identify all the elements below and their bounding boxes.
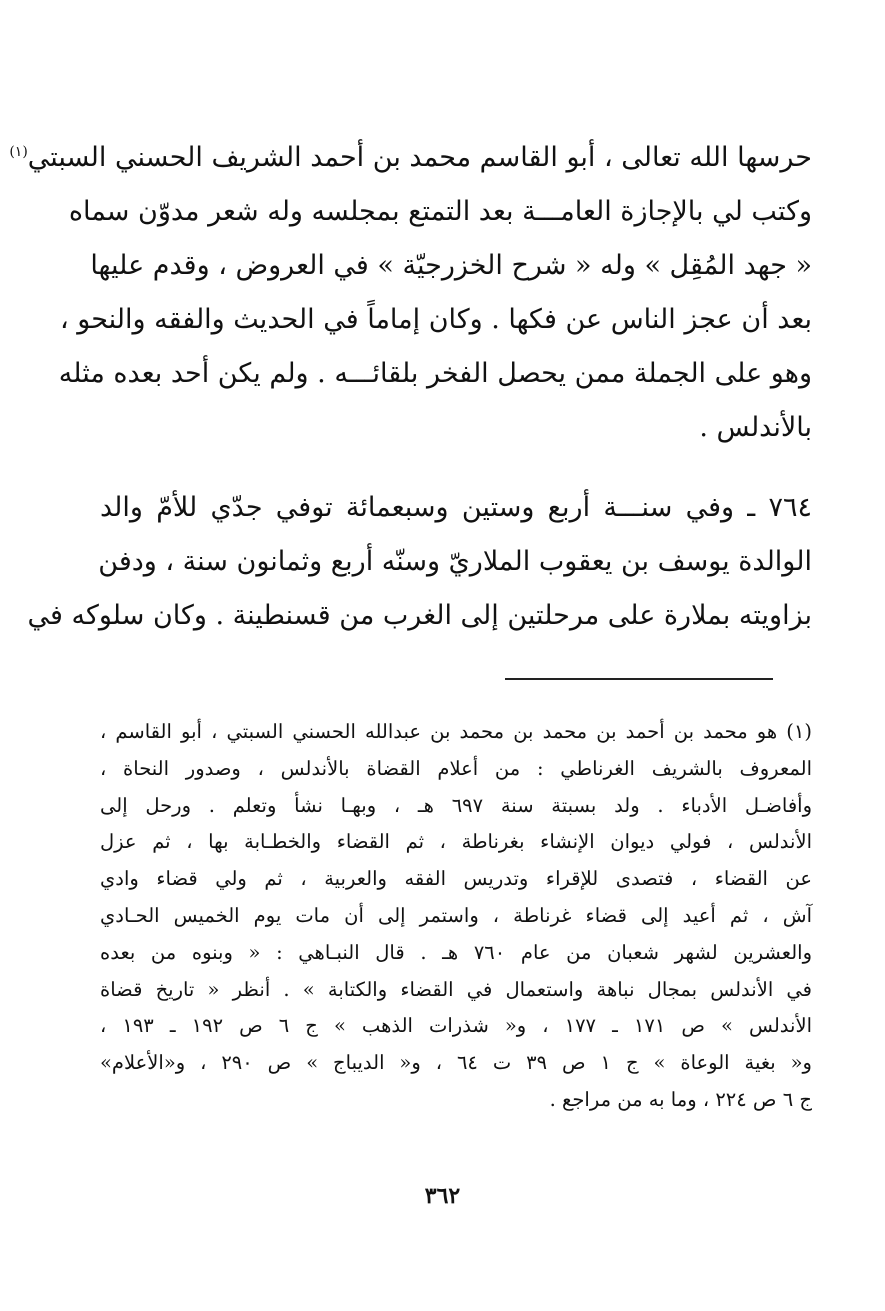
footnote-line: ج ٦ ص ٢٢٤ ، وما به من مراجع .	[549, 1087, 812, 1111]
footnote-block	[100, 714, 812, 1119]
main-paragraph-1	[9, 131, 812, 455]
footnote-line: الأندلس » ص ١٧١ ـ ١٧٧ ، و« شذرات الذهب » ج ٦ ص ١٩٢ ـ ١٩٣ ،	[100, 1014, 812, 1038]
footnote-line: المعروف بالشريف الغرناطي : من أعلام القضاة بالأندلس ، وصدور النحاة ،	[100, 756, 812, 780]
footnote-line: عن القضاء ، فتصدى للإقراء وتدريس الفقه والعربية ، ثم ولي قضاء وادي	[100, 867, 812, 891]
text-line: ٧٦٤ ـ وفي سنـــة أربع وستين وسبعمائة توفي جدّي للأمّ والد	[100, 492, 812, 523]
footnote-line: آش ، ثم أعيد إلى قضاء غرناطة ، واستمر إلى أن مات يوم الخميس الحـادي	[100, 903, 812, 927]
page-number: ٣٦٢	[424, 1183, 461, 1209]
text-line: بزاويته بملارة على مرحلتين إلى الغرب من قسنطينة . وكان سلوكه في	[27, 600, 812, 631]
footnote-marker: (١)	[9, 144, 28, 160]
text-line: « جهد المُقِل » وله « شرح الخزرجيّة » في العروض ، وقدم عليها	[90, 250, 812, 281]
footnote-line: (١) هو محمد بن أحمد بن محمد بن محمد بن عبدالله الحسني السبتي ، أبو القاسم ،	[100, 720, 812, 743]
text-line: بالأندلس .	[699, 412, 812, 443]
text-line-content: حرسها الله تعالى ، أبو القاسم محمد بن أحمد الشريف الحسني السبتي	[27, 142, 812, 173]
footnote-line: وأفاضـل الأدباء . ولد بسبتة سنة ٦٩٧ هـ ، وبهـا نشأ وتعلم . ورحل إلى	[100, 793, 813, 817]
text-line: الوالدة يوسف بن يعقوب الملاريّ وسنّه أربع وثمانون سنة ، ودفن	[98, 546, 812, 577]
footnote-line: والعشرين لشهر شعبان من عام ٧٦٠ هـ . قال النبـاهي : « وبنوه من بعده	[100, 940, 812, 964]
main-paragraph-2	[27, 481, 812, 643]
text-line: بعد أن عجز الناس عن فكها . وكان إماماً في الحديث والفقه والنحو ،	[59, 304, 812, 335]
footnote-line: و« بغية الوعاة » ج ١ ص ٣٩ ت ٦٤ ، و« الديباج » ص ٢٩٠ ، و«الأعلام»	[100, 1051, 812, 1075]
text-line	[9, 131, 812, 185]
text-line: وكتب لي بالإجازة العامـــة بعد التمتع بمجلسه وله شعر مدوّن سماه	[68, 196, 812, 227]
text-line: وهو على الجملة ممن يحصل الفخر بلقائـــه . ولم يكن أحد بعده مثله	[58, 358, 812, 389]
footnote-line: في الأندلس بمجال نباهة واستعمال في القضاء والكتابة » . أنظر « تاريخ قضاة	[100, 977, 812, 1001]
footnote-line: الأندلس ، فولي ديوان الإنشاء بغرناطة ، ثم القضاء والخطـابة بها ، ثم عزل	[100, 830, 812, 854]
footnote-divider	[505, 678, 773, 680]
